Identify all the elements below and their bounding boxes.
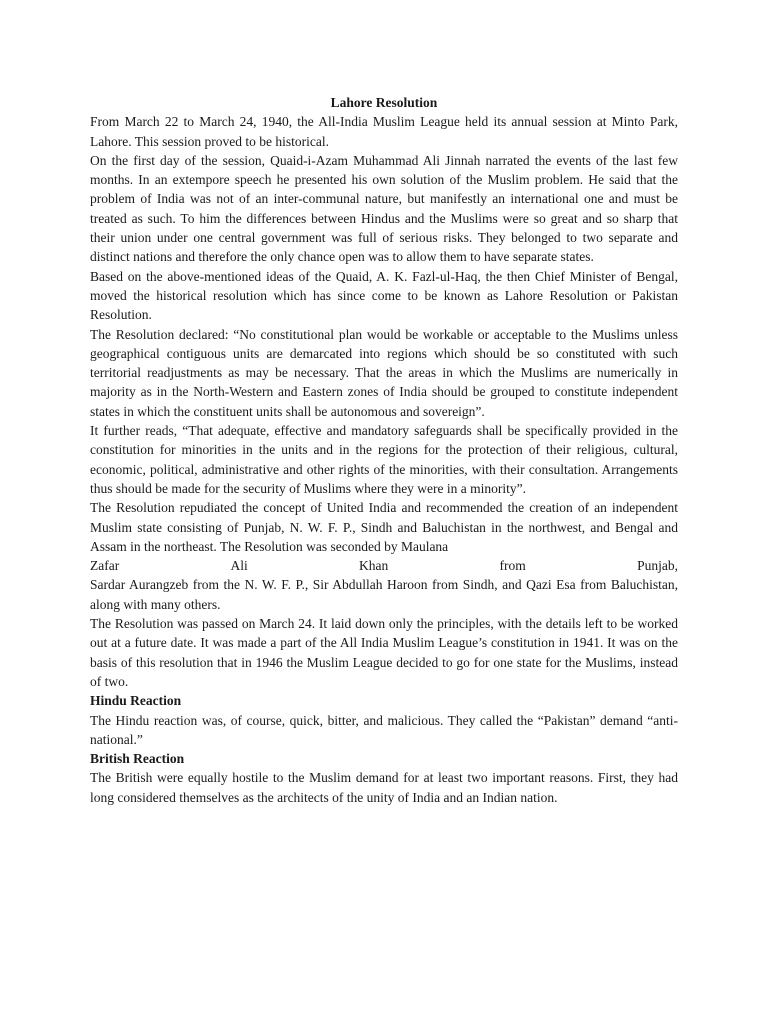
paragraph-repudiated: The Resolution repudiated the concept of United India and recommended the creation of an independent Muslim state consisting of Punjab, N. W. F. P., Sindh and Baluchistan in the northwest, and Bengal and Assam in the northeast. The Resolution was seconded by Maulana xyxy=(90,500,678,554)
paragraph-resolution-declared: The Resolution declared: “No constitutional plan would be workable or acceptable to the Muslims unless geographical contiguous units are demarcated into regions which should be so constituted with such territorial readjustments as may be necessary. That the areas in which the Muslims are numerically in majority as in the North-Western and Eastern zones of India should be grouped to constitute independent states in which the constituent units shall be autonomous and sovereign”. xyxy=(90,326,678,419)
heading-british-reaction: British Reaction xyxy=(90,751,185,767)
word: Zafar xyxy=(90,558,120,574)
paragraph-hindu-reaction: The Hindu reaction was, of course, quick, bitter, and malicious. They called the “Pakistan” demand “anti-national.” xyxy=(90,712,678,747)
paragraph-safeguards: It further reads, “That adequate, effective and mandatory safeguards shall be specifically provided in the constitution for minorities in the units and in the regions for the protection of their religious, cultural, economic, political, administrative and other rights of the minorities, with their consultation. Arrangements thus should be made for the security of Muslims where they were in a minority”. xyxy=(90,423,678,496)
paragraph-jinnah-speech: On the first day of the session, Quaid-i-Azam Muhammad Ali Jinnah narrated the events of the last few months. In an extempore speech he presented his own solution of the Muslim problem. He said that the problem of India was not of an inter-communal nature, but manifestly an international one and must be treated as such. To him the differences between Hindus and the Muslims were so great and so sharp that their union under one central government was full of serious risks. They belonged to two separate and distinct nations and therefore the only chance open was to allow them to have separate states. xyxy=(90,152,678,265)
paragraph-fazl-ul-haq: Based on the above-mentioned ideas of the Quaid, A. K. Fazl-ul-Haq, the then Chief Minister of Bengal, moved the historical resolution which has since come to be known as Lahore Resolution or Pakistan Resolution. xyxy=(90,268,678,323)
word: Ali xyxy=(230,558,248,574)
paragraph-seconders: Sardar Aurangzeb from the N. W. F. P., Sir Abdullah Haroon from Sindh, and Qazi Esa from Baluchistan, along with many others. xyxy=(90,577,678,612)
word: Punjab, xyxy=(637,558,678,574)
justified-line xyxy=(90,556,678,575)
word: from xyxy=(499,558,526,574)
heading-hindu-reaction: Hindu Reaction xyxy=(90,693,182,709)
document-title: Lahore Resolution xyxy=(330,95,438,110)
paragraph-passed: The Resolution was passed on March 24. It laid down only the principles, with the details left to be worked out at a future date. It was made a part of the All India Muslim League’s constitution in 1941. It was on the basis of this resolution that in 1946 the Muslim League decided to go for one state for the Muslims, instead of two. xyxy=(90,616,678,689)
document-page xyxy=(90,93,678,807)
word: Khan xyxy=(359,558,389,574)
paragraph-session: From March 22 to March 24, 1940, the All-India Muslim League held its annual session at Minto Park, Lahore. This session proved to be historical. xyxy=(90,114,678,149)
paragraph-british-reaction: The British were equally hostile to the Muslim demand for at least two important reasons. First, they had long considered themselves as the architects of the unity of India and an Indian nation. xyxy=(90,770,678,805)
